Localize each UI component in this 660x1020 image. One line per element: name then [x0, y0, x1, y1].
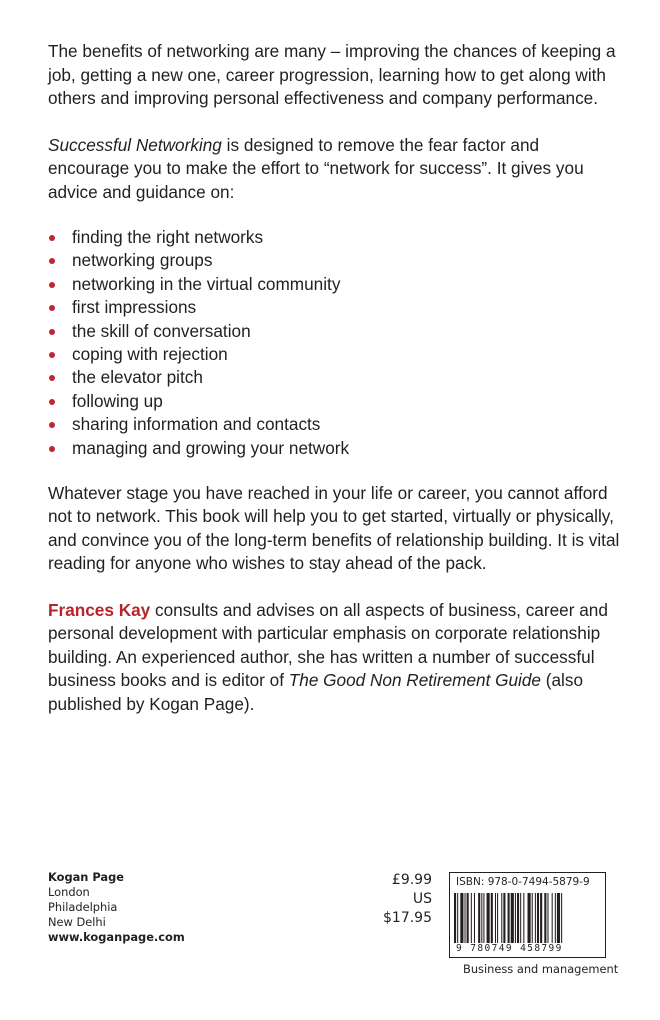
barcode-bar [511, 893, 514, 943]
barcode-bar [535, 893, 536, 943]
bullet-icon [49, 375, 55, 381]
price-us: US $17.95 [383, 891, 432, 926]
barcode-bar [552, 893, 553, 943]
other-book-title: The Good Non Retirement Guide [288, 670, 541, 691]
barcode-bar [487, 893, 490, 943]
barcode-bar [520, 893, 521, 943]
barcode-bar [467, 893, 469, 943]
barcode-bar [561, 893, 562, 943]
barcode-bar [457, 893, 458, 943]
barcode-bar [523, 893, 524, 943]
barcode-bar [481, 893, 482, 943]
barcode-digits: 9 780749 458799 [456, 943, 563, 954]
barcode-bar [465, 893, 466, 943]
publisher-city: London [48, 885, 90, 899]
list-item: first impressions [48, 296, 624, 319]
barcode-bar [532, 893, 533, 943]
list-item: networking groups [48, 249, 624, 272]
list-item: the elevator pitch [48, 366, 624, 389]
barcode-bar [555, 893, 556, 943]
isbn-label: ISBN: 978-0-7494-5879-9 [456, 876, 590, 888]
description-text: is designed to remove the fear factor and encourage you to make the effort to “network for success”. It gives you advice and guidance on: [48, 134, 584, 202]
barcode-bar [460, 893, 463, 943]
publisher-city: Philadelphia [48, 900, 118, 914]
barcode-bar [501, 893, 502, 943]
author-bio: Frances Kay consults and advises on all aspects of business, career and personal development with particular emphasis on corporate relationship building. An experienced author, she has written a number of successful business books and is editor of The Good Non Retirement Guide (also published by Kogan Page). [48, 599, 608, 714]
barcode-bar [557, 893, 560, 943]
list-item: networking in the virtual community [48, 273, 624, 296]
description-paragraph [48, 134, 624, 205]
barcode-bar [471, 893, 472, 943]
isbn-barcode [449, 872, 606, 958]
barcode-bar [537, 893, 539, 943]
barcode-bar [454, 893, 456, 943]
barcode-bar [540, 893, 542, 943]
price-block [362, 871, 432, 928]
call-to-action-paragraph: Whatever stage you have reached in your life or career, you cannot afford not to network. This book will help you to get started, virtually or physically, and convince you of the long-term benefits of relationship building. It is vital reading for anyone who wishes to stay ahead of the pack. [48, 482, 620, 574]
bullet-icon [49, 329, 55, 335]
barcode-bars [454, 893, 602, 943]
barcode-bar [528, 893, 531, 943]
list-item: sharing information and contacts [48, 413, 624, 436]
barcode-bar [544, 893, 546, 943]
barcode-bar [478, 893, 480, 943]
barcode-bar [508, 893, 510, 943]
book-category: Business and management [463, 962, 619, 976]
bullet-icon [49, 422, 55, 428]
publisher-city: New Delhi [48, 915, 106, 929]
barcode-bar [474, 893, 475, 943]
list-item: managing and growing your network [48, 437, 624, 460]
barcode-bar [547, 893, 548, 943]
barcode-bar [517, 893, 519, 943]
publisher-website: www.koganpage.com [48, 930, 185, 944]
back-cover-blurb [48, 40, 624, 716]
bullet-icon [49, 305, 55, 311]
bullet-icon [49, 446, 55, 452]
bullet-icon [49, 258, 55, 264]
publisher-info [48, 870, 185, 945]
bullet-icon [49, 235, 55, 241]
intro-paragraph: The benefits of networking are many – improving the chances of keeping a job, getting a new one, career progression, learning how to get along with others and improving personal effectiveness and company performance. [48, 41, 616, 108]
barcode-bar [503, 893, 505, 943]
bullet-icon [49, 352, 55, 358]
list-item: following up [48, 390, 624, 413]
barcode-bar [495, 893, 496, 943]
list-item: finding the right networks [48, 226, 624, 249]
book-title: Successful Networking [48, 134, 222, 155]
bullet-icon [49, 282, 55, 288]
barcode-bar [515, 893, 516, 943]
list-item: the skill of conversation [48, 320, 624, 343]
bullet-icon [49, 399, 55, 405]
barcode-bar [491, 893, 493, 943]
topics-list [48, 226, 624, 460]
price-uk: £9.99 [391, 872, 432, 888]
list-item: coping with rejection [48, 343, 624, 366]
barcode-bar [483, 893, 484, 943]
barcode-bar [497, 893, 498, 943]
author-name: Frances Kay [48, 599, 151, 620]
publisher-name: Kogan Page [48, 870, 124, 884]
